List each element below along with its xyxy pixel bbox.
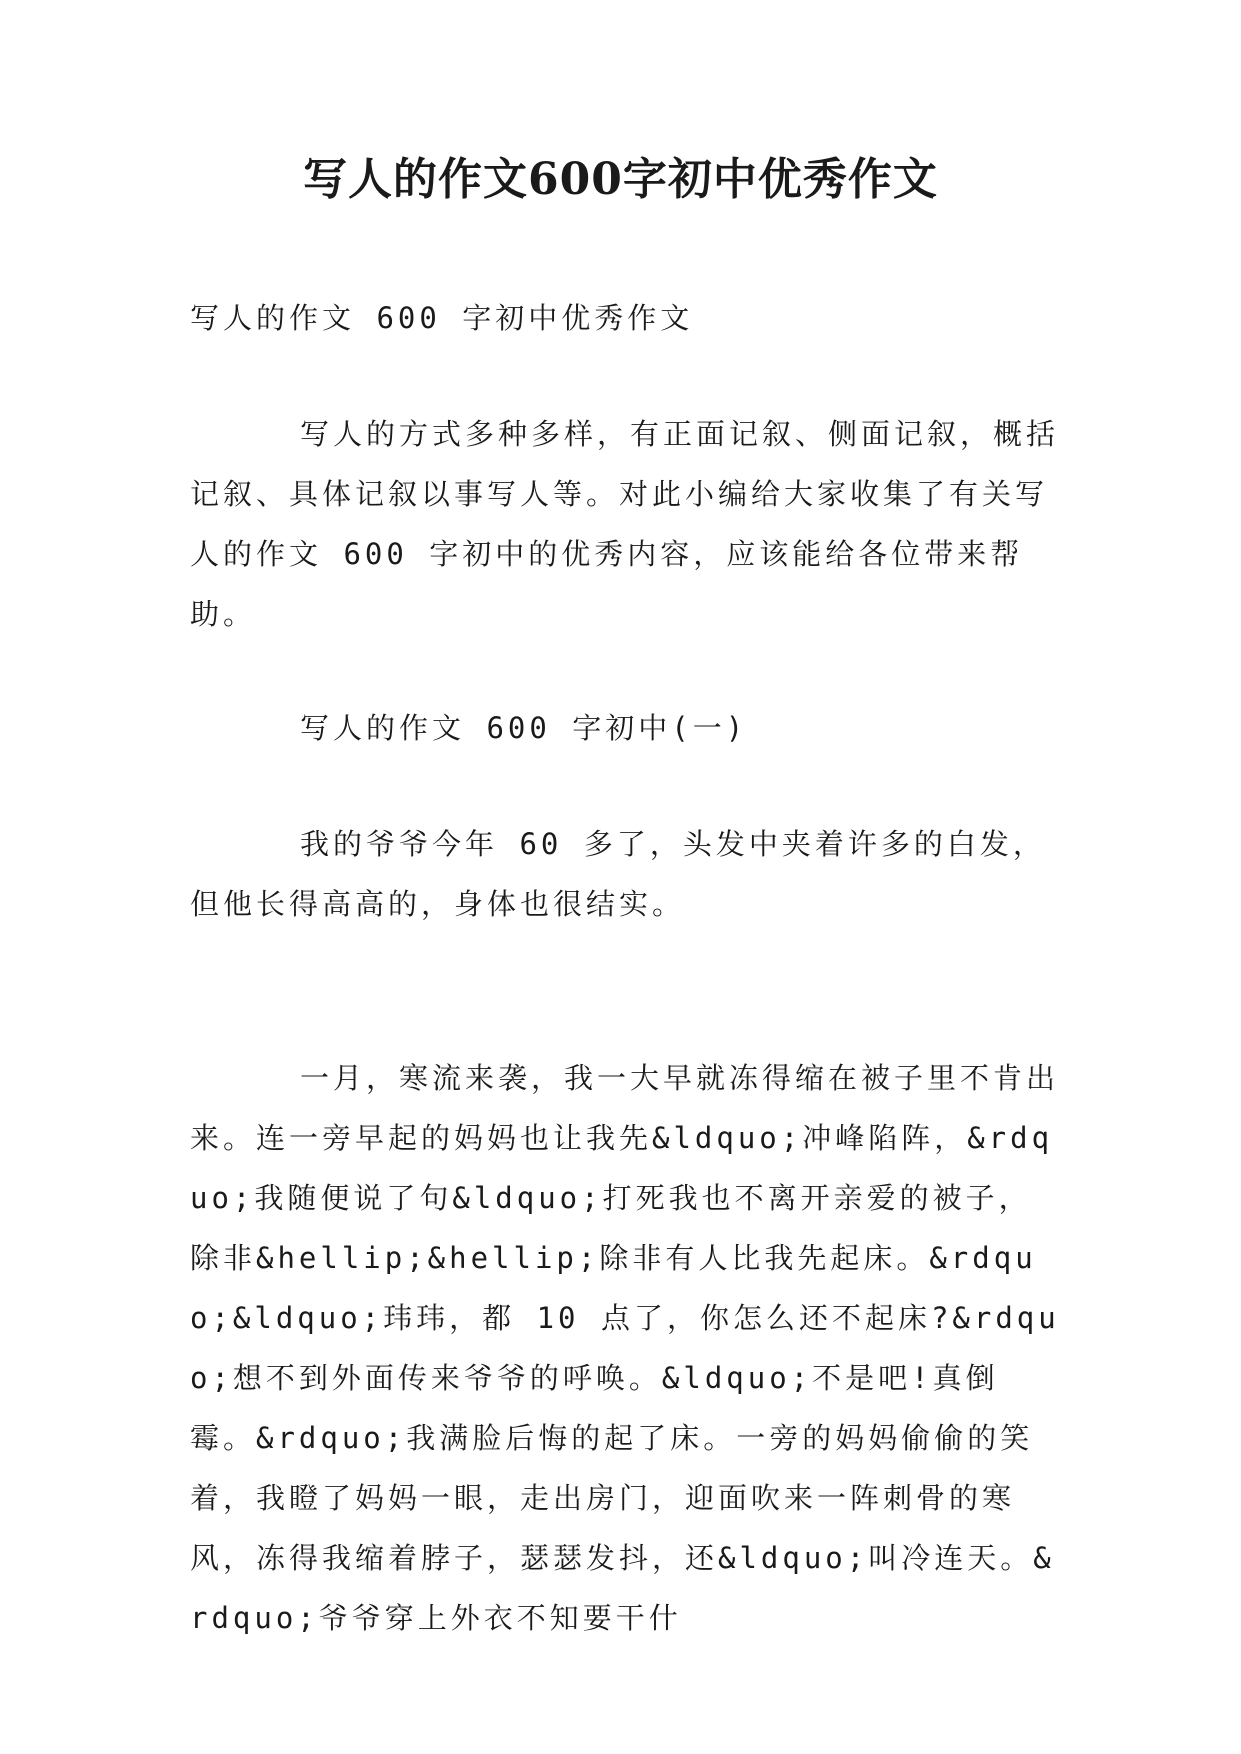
body-paragraph-1: 我的爷爷今年 60 多了，头发中夹着许多的白发，但他长得高高的，身体也很结实。 — [190, 827, 1046, 921]
document-subtitle: 写人的作文 600 字初中优秀作文 — [190, 301, 694, 335]
section-heading: 写人的作文 600 字初中(一) — [300, 711, 748, 745]
document-title: 写人的作文600字初中优秀作文 — [303, 154, 938, 205]
intro-paragraph: 写人的方式多种多样，有正面记叙、侧面记叙，概括记叙、具体记叙以事写人等。对此小编给大家收集了有关写人的作文 600 字初中的优秀内容，应该能给各位带来帮助。 — [190, 417, 1060, 631]
body-paragraph-2: 一月，寒流来袭，我一大早就冻得缩在被子里不肯出来。连一旁早起的妈妈也让我先&ldquo;冲峰陷阵，&rdquo;我随便说了句&ldquo;打死我也不离开亲爱的被子，除非&hellip;&hellip;除非有人比我先起床。&rdquo;&ldquo;玮玮，都 10 点了，你怎么还不起床?&rdquo;想不到外面传来爷爷的呼唤。&ldquo;不是吧!真倒霉。&rdquo;我满脸后悔的起了床。一旁的妈妈偷偷的笑着，我瞪了妈妈一眼，走出房门，迎面吹来一阵刺骨的寒风，冻得我缩着脖子，瑟瑟发抖，还&ldquo;叫冷连天。&rdquo;爷爷穿上外衣不知要干什 — [190, 1061, 1060, 1635]
